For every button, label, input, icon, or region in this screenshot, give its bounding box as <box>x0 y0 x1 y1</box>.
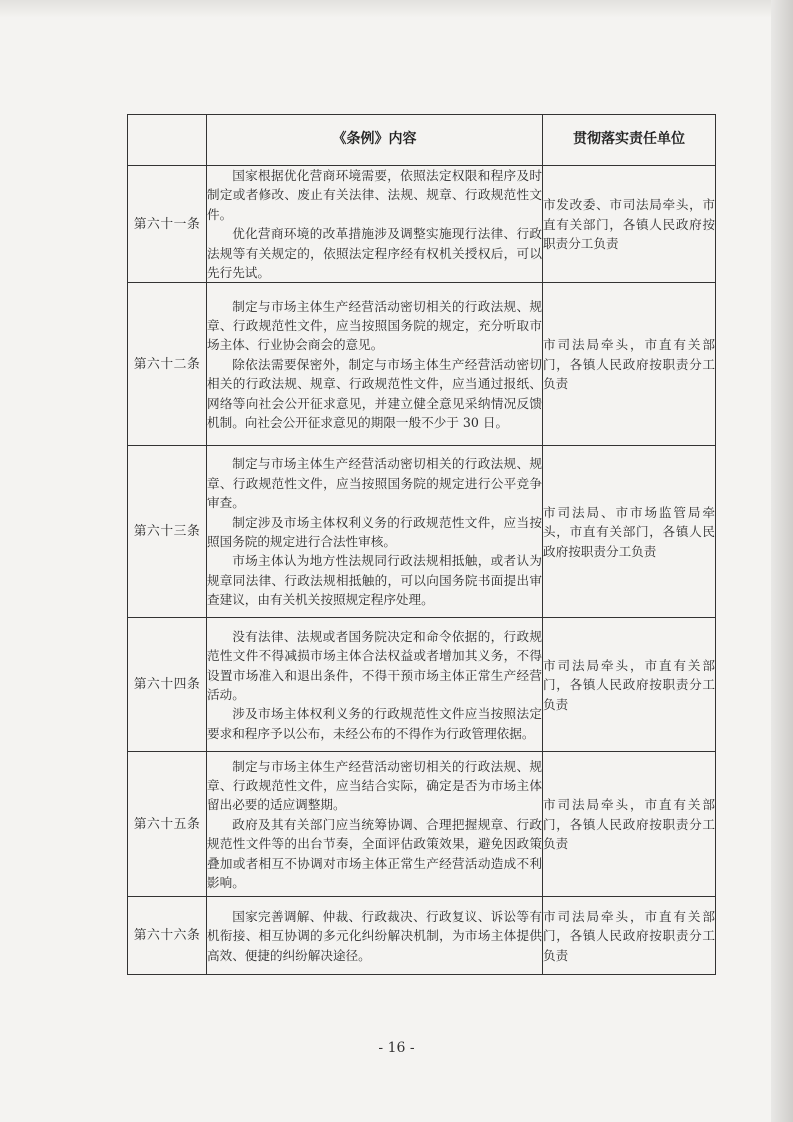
article-content <box>207 166 543 283</box>
article-content <box>207 897 543 975</box>
page-edge-shadow <box>771 0 793 1122</box>
header-content: 《条例》内容 <box>207 115 543 166</box>
content-paragraph: 制定与市场主体生产经营活动密切相关的行政法规、规章、行政规范性文件，应当按照国务院的规定，充分听取市场主体、行业协会商会的意见。 <box>207 298 542 353</box>
table-row <box>128 446 716 618</box>
content-paragraph: 国家根据优化营商环境需要，依照法定权限和程序及时制定或者修改、废止有关法律、法规、规章、行政规范性文件。 <box>207 168 542 222</box>
table-row <box>128 166 716 283</box>
responsible-unit: 市发改委、市司法局牵头，市直有关部门，各镇人民政府按职责分工负责 <box>543 166 716 283</box>
content-paragraph: 制定与市场主体生产经营活动密切相关的行政法规、规章、行政规范性文件，应当结合实际，确定是否为市场主体留出必要的适应调整期。 <box>207 758 542 813</box>
responsibility-table <box>127 114 716 975</box>
article-number: 第六十六条 <box>128 897 207 975</box>
content-paragraph: 市场主体认为地方性法规同行政法规相抵触，或者认为规章同法律、行政法规相抵触的，可以向国务院书面提出审查建议，由有关机关按照规定程序处理。 <box>207 553 542 608</box>
responsible-unit: 市司法局牵头，市直有关部门，各镇人民政府按职责分工负责 <box>543 283 716 446</box>
table-row <box>128 897 716 975</box>
page-top-shadow <box>0 0 793 18</box>
article-number: 第六十二条 <box>128 283 207 446</box>
article-number: 第六十三条 <box>128 446 207 618</box>
article-content <box>207 618 543 752</box>
table-row <box>128 752 716 897</box>
responsible-unit: 市司法局牵头，市直有关部门，各镇人民政府按职责分工负责 <box>543 897 716 975</box>
article-content <box>207 752 543 897</box>
content-paragraph: 制定与市场主体生产经营活动密切相关的行政法规、规章、行政规范性文件，应当按照国务院的规定进行公平竞争审查。 <box>207 456 542 511</box>
article-content <box>207 446 543 618</box>
content-paragraph: 除依法需要保密外，制定与市场主体生产经营活动密切相关的行政法规、规章、行政规范性文件，应当通过报纸、网络等向社会公开征求意见，并建立健全意见采纳情况反馈机制。向社会公开征求意见的期限一般不少于 30 日。 <box>207 356 542 430</box>
content-paragraph: 国家完善调解、仲裁、行政裁决、行政复议、诉讼等有机衔接、相互协调的多元化纠纷解决机制，为市场主体提供高效、便捷的纠纷解决途径。 <box>207 908 542 963</box>
table-row <box>128 618 716 752</box>
content-paragraph: 优化营商环境的改革措施涉及调整实施现行法律、行政法规等有关规定的，依照法定程序经有权机关授权后，可以先行先试。 <box>207 226 542 281</box>
article-number: 第六十五条 <box>128 752 207 897</box>
article-number: 第六十四条 <box>128 618 207 752</box>
page-number: - 16 - <box>378 1040 415 1056</box>
content-paragraph: 政府及其有关部门应当统筹协调、合理把握规章、行政规范性文件等的出台节奏，全面评估政策效果，避免因政策叠加或者相互不协调对市场主体正常生产经营活动造成不利影响。 <box>207 816 542 890</box>
content-paragraph: 制定涉及市场主体权利义务的行政规范性文件，应当按照国务院的规定进行合法性审核。 <box>207 514 542 549</box>
header-article <box>128 115 207 166</box>
table-header-row <box>128 115 716 166</box>
table-row <box>128 283 716 446</box>
responsible-unit: 市司法局牵头，市直有关部门，各镇人民政府按职责分工负责 <box>543 752 716 897</box>
responsible-unit: 市司法局牵头，市直有关部门，各镇人民政府按职责分工负责 <box>543 618 716 752</box>
responsible-unit: 市司法局、市市场监管局牵头，市直有关部门，各镇人民政府按职责分工负责 <box>543 446 716 618</box>
content-paragraph: 没有法律、法规或者国务院决定和命令依据的，行政规范性文件不得减损市场主体合法权益或者增加其义务，不得设置市场准入和退出条件，不得干预市场主体正常生产经营活动。 <box>207 628 542 702</box>
article-content <box>207 283 543 446</box>
header-unit: 贯彻落实责任单位 <box>543 115 716 166</box>
content-paragraph: 涉及市场主体权利义务的行政规范性文件应当按照法定要求和程序予以公布，未经公布的不得作为行政管理依据。 <box>207 706 542 741</box>
article-number: 第六十一条 <box>128 166 207 283</box>
